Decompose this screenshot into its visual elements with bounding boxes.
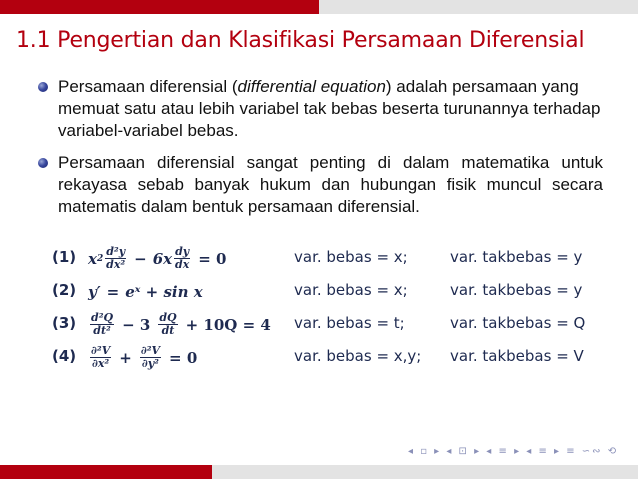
eq2-equals: = bbox=[106, 282, 120, 301]
equation-number: (3) bbox=[52, 314, 77, 332]
equation-expression: x 2 $\frac{\text{d²y}}{\text{dx²}}$ − 6x $\frac{dy}{dx}$ = 0 bbox=[88, 245, 227, 271]
top-bar-gray bbox=[319, 0, 638, 14]
var-bebas-label: var. bebas = t; bbox=[294, 314, 405, 332]
bullet-item-definition bbox=[38, 76, 603, 142]
equation-number: (1) bbox=[52, 248, 77, 266]
eq3-minus: − 3 bbox=[122, 315, 151, 334]
eq4-equals: = 0 bbox=[169, 348, 198, 367]
bullet-text-italic: differential equation bbox=[237, 77, 386, 96]
bullet-item-importance bbox=[38, 152, 603, 218]
eq3-frac1: $\frac{\text{d²Q}}{\text{dt²}}$ bbox=[91, 311, 114, 337]
var-bebas-label: var. bebas = x; bbox=[294, 248, 408, 266]
bullet-dot-icon bbox=[38, 82, 48, 92]
var-bebas-label: var. bebas = x,y; bbox=[294, 347, 422, 365]
top-bar bbox=[0, 0, 638, 14]
var-takbebas-label: var. takbebas = Q bbox=[450, 314, 586, 332]
equation-number: (2) bbox=[52, 281, 77, 299]
bottom-bar bbox=[0, 465, 638, 479]
eq1-equals: = 0 bbox=[198, 249, 227, 268]
eq3-frac2: $\frac{dQ}{dt}$ bbox=[159, 311, 177, 337]
var-takbebas-label: var. takbebas = V bbox=[450, 347, 584, 365]
bullet-text-pre: Persamaan diferensial ( bbox=[58, 77, 238, 96]
slide-title: 1.1 Pengertian dan Klasifikasi Persamaan Diferensial bbox=[16, 28, 585, 53]
eq4-frac2: $\frac{\text{∂²V}}{\text{∂y²}}$ bbox=[140, 344, 161, 370]
equation-row-4 bbox=[52, 341, 612, 374]
eq2-rhs: eˣ + sin x bbox=[125, 282, 203, 301]
equation-expression bbox=[88, 341, 203, 374]
bullet-text: Persamaan diferensial sangat penting di dalam matematika untuk rekayasa sebab banyak hukum dan hubungan fisik muncul secara matematis dalam bentuk persamaan diferensial. bbox=[58, 153, 603, 216]
eq3-rhs: + 10Q = 4 bbox=[185, 315, 271, 334]
bullet-list bbox=[38, 76, 603, 228]
bullet-text-post: ) adalah persamaan yang memuat satu atau lebih variabel tak bebas beserta turunannya terhadap variabel-variabel bebas. bbox=[58, 77, 601, 140]
var-takbebas-label: var. takbebas = y bbox=[450, 248, 583, 266]
eq1-coef: 6x bbox=[152, 249, 173, 268]
equation-expression bbox=[88, 308, 277, 341]
beamer-navigation-icons[interactable]: ◂ ▫ ▸ ◂ ⊡ ▸ ◂ ≡ ▸ ◂ ≡ ▸ ≡ ∽∾ ⟲ bbox=[408, 446, 619, 457]
var-takbebas-label: var. takbebas = y bbox=[450, 281, 583, 299]
equation-row-2 bbox=[52, 275, 612, 308]
eq4-plus: + bbox=[119, 348, 132, 367]
equation-number: (4) bbox=[52, 347, 77, 365]
equation-row-3 bbox=[52, 308, 612, 341]
equation-row-1 bbox=[52, 242, 612, 275]
eq1-frac1: $\frac{\text{d²y}}{\text{dx²}}$ bbox=[106, 245, 126, 271]
eq1-x: x bbox=[88, 249, 97, 268]
eq1-frac2: $\frac{dy}{dx}$ bbox=[175, 245, 190, 271]
var-bebas-label: var. bebas = x; bbox=[294, 281, 408, 299]
eq1-minus: − bbox=[134, 249, 147, 268]
eq2-lhs: y′ bbox=[88, 282, 101, 301]
bullet-dot-icon bbox=[38, 158, 48, 168]
equation-expression bbox=[88, 275, 203, 308]
top-bar-red bbox=[0, 0, 319, 14]
bottom-bar-red bbox=[0, 465, 212, 479]
eq4-frac1: $\frac{\text{∂²V}}{\text{∂x²}}$ bbox=[91, 344, 111, 370]
equation-list bbox=[52, 242, 612, 374]
bottom-bar-gray bbox=[212, 465, 638, 479]
